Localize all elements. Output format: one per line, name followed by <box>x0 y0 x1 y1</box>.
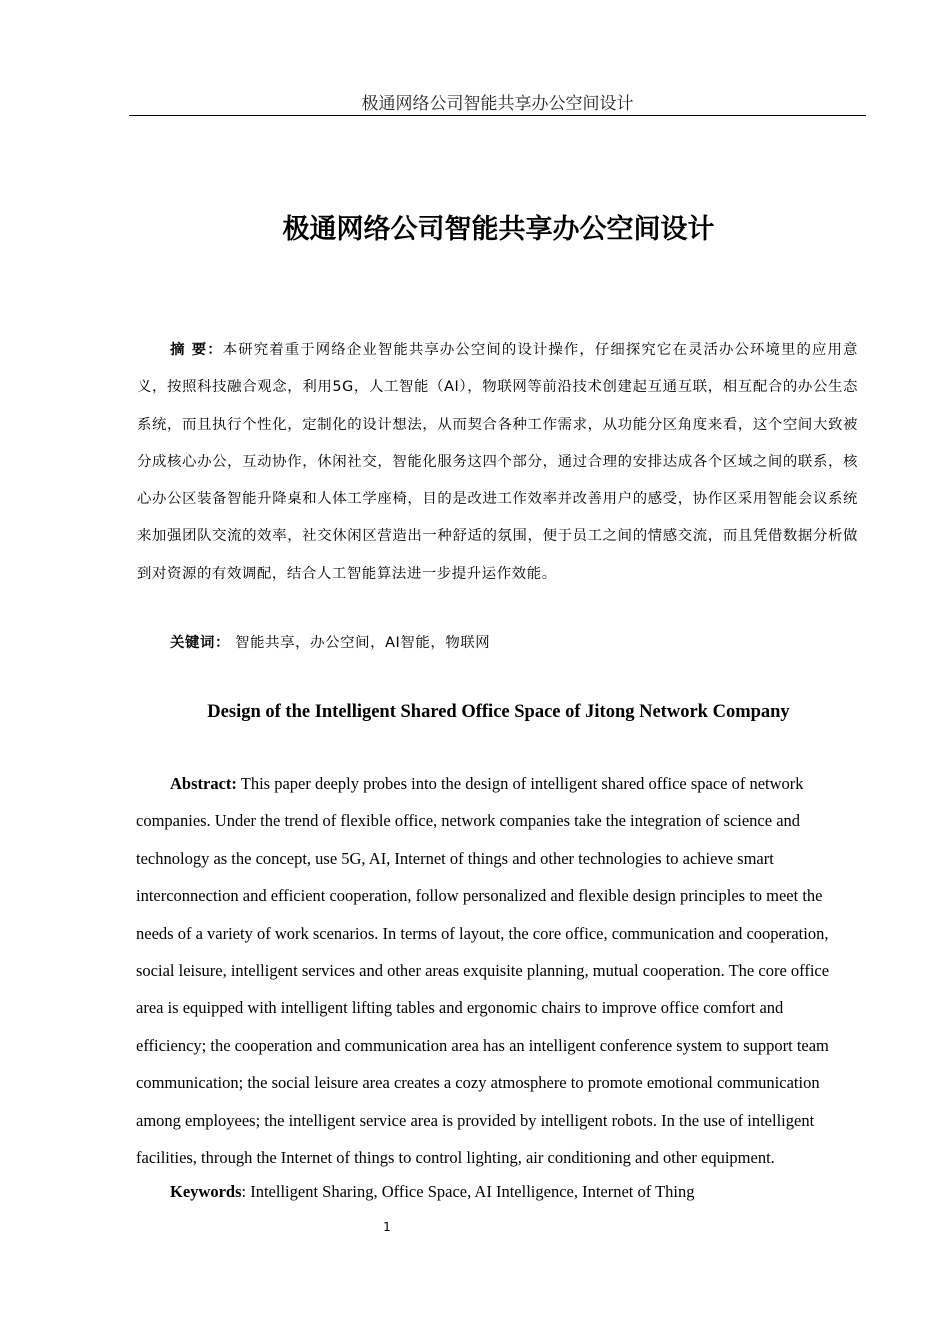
english-keywords-text: : Intelligent Sharing, Office Space, AI Intelligence, Internet of Thing <box>241 1182 695 1201</box>
chinese-keywords-label: 关键词： <box>170 635 230 651</box>
page-number: 1 <box>383 1220 391 1234</box>
chinese-title: 极通网络公司智能共享办公空间设计 <box>282 214 715 245</box>
english-abstract-text: This paper deeply probes into the design of intelligent shared office space of network companies. Under the trend of flexible office, network companies take the integration of science and technology as the concept, use 5G, AI, Internet of things and other technologies to achieve smart interconnection and efficient cooperation, follow personalized and flexible design principles to meet the needs of a variety of work scenarios. In terms of layout, the core office, communication and cooperation, social leisure, intelligent services and other areas exquisite planning, mutual cooperation. The core office area is equipped with intelligent lifting tables and ergonomic chairs to improve office comfort and efficiency; the cooperation and communication area has an intelligent conference system to support team communication; the social leisure area creates a cozy atmosphere to promote emotional communication among employees; the intelligent service area is provided by intelligent robots. In the use of intelligent facilities, through the Internet of things to control lighting, air conditioning and other equipment. <box>136 774 830 1168</box>
chinese-abstract-label: 摘 要： <box>170 342 223 358</box>
english-title: Design of the Intelligent Shared Office Space of Jitong Network Company <box>207 702 790 722</box>
header-rule <box>129 115 866 116</box>
english-abstract-label: Abstract: <box>170 774 237 793</box>
running-header: 极通网络公司智能共享办公空间设计 <box>361 94 634 114</box>
english-abstract <box>136 765 848 1176</box>
chinese-abstract <box>137 332 858 593</box>
english-keywords-label: Keywords <box>170 1182 242 1201</box>
chinese-keywords <box>170 628 490 658</box>
chinese-abstract-text: 本研究着重于网络企业智能共享办公空间的设计操作，仔细探究它在灵活办公环境里的应用意义，按照科技融合观念，利用5G，人工智能（AI），物联网等前沿技术创建起互通互联，相互配合的办公生态系统，而且执行个性化，定制化的设计想法，从而契合各种工作需求，从功能分区角度来看，这个空间大致被分成核心办公，互动协作，休闲社交，智能化服务这四个部分，通过合理的安排达成各个区域之间的联系，核心办公区装备智能升降桌和人体工学座椅，目的是改进工作效率并改善用户的感受，协作区采用智能会议系统来加强团队交流的效率，社交休闲区营造出一种舒适的氛围，便于员工之间的情感交流，而且凭借数据分析做到对资源的有效调配，结合人工智能算法进一步提升运作效能。 <box>137 342 858 582</box>
chinese-keywords-text: 智能共享，办公空间，AI智能，物联网 <box>235 635 491 651</box>
english-keywords <box>170 1178 695 1206</box>
